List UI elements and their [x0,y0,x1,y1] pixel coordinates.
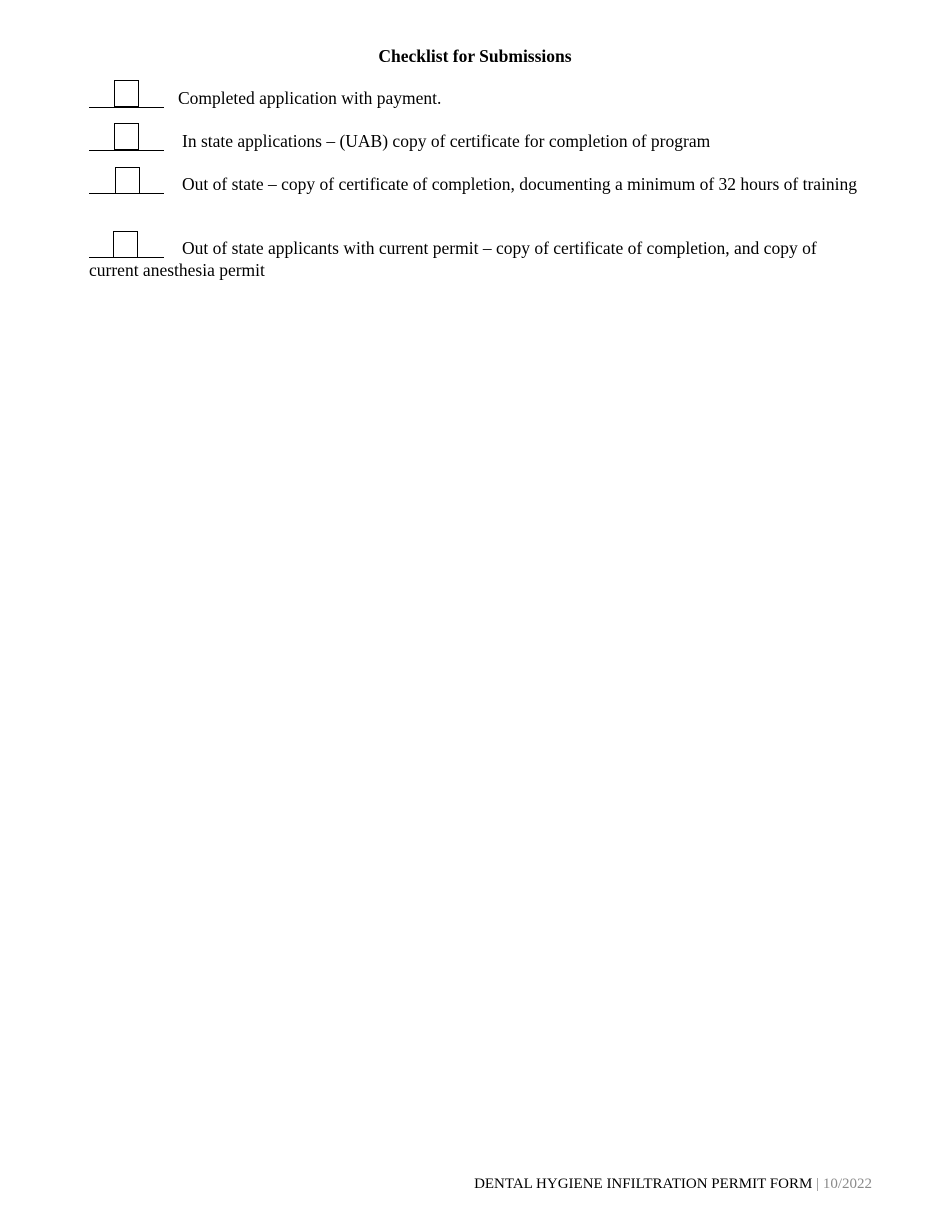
footer-form-name: DENTAL HYGIENE INFILTRATION PERMIT FORM [474,1176,813,1192]
checklist-item-out-of-state [89,173,869,195]
submission-checklist [0,0,950,300]
checklist-item-out-of-state-with-permit [89,237,869,281]
checklist-item-completed-application [89,87,869,109]
checklist-item-text: Completed application with payment. [178,88,442,108]
footer-separator: | [816,1176,820,1192]
checklist-checkbox-out-of-state-with-permit[interactable] [113,231,138,258]
footer-date: 10/2022 [822,1176,872,1192]
checklist-checkbox-completed-application[interactable] [114,80,139,107]
checklist-item-text: In state applications – (UAB) copy of certificate for completion of program [182,131,711,151]
checklist-item-in-state-applications [89,130,869,152]
checklist-item-text: Out of state applicants with current permit – copy of certificate of completion, and copy of current anesthesia permit [89,238,817,280]
checklist-blank-line [89,150,164,151]
checklist-checkbox-out-of-state[interactable] [115,167,140,194]
checklist-blank-line [89,107,164,108]
page-title: Checklist for Submissions [378,46,572,66]
checklist-item-text: Out of state – copy of certificate of completion, documenting a minimum of 32 hours of training [182,174,858,194]
page-footer [474,1174,872,1194]
checklist-checkbox-in-state-applications[interactable] [114,123,139,150]
